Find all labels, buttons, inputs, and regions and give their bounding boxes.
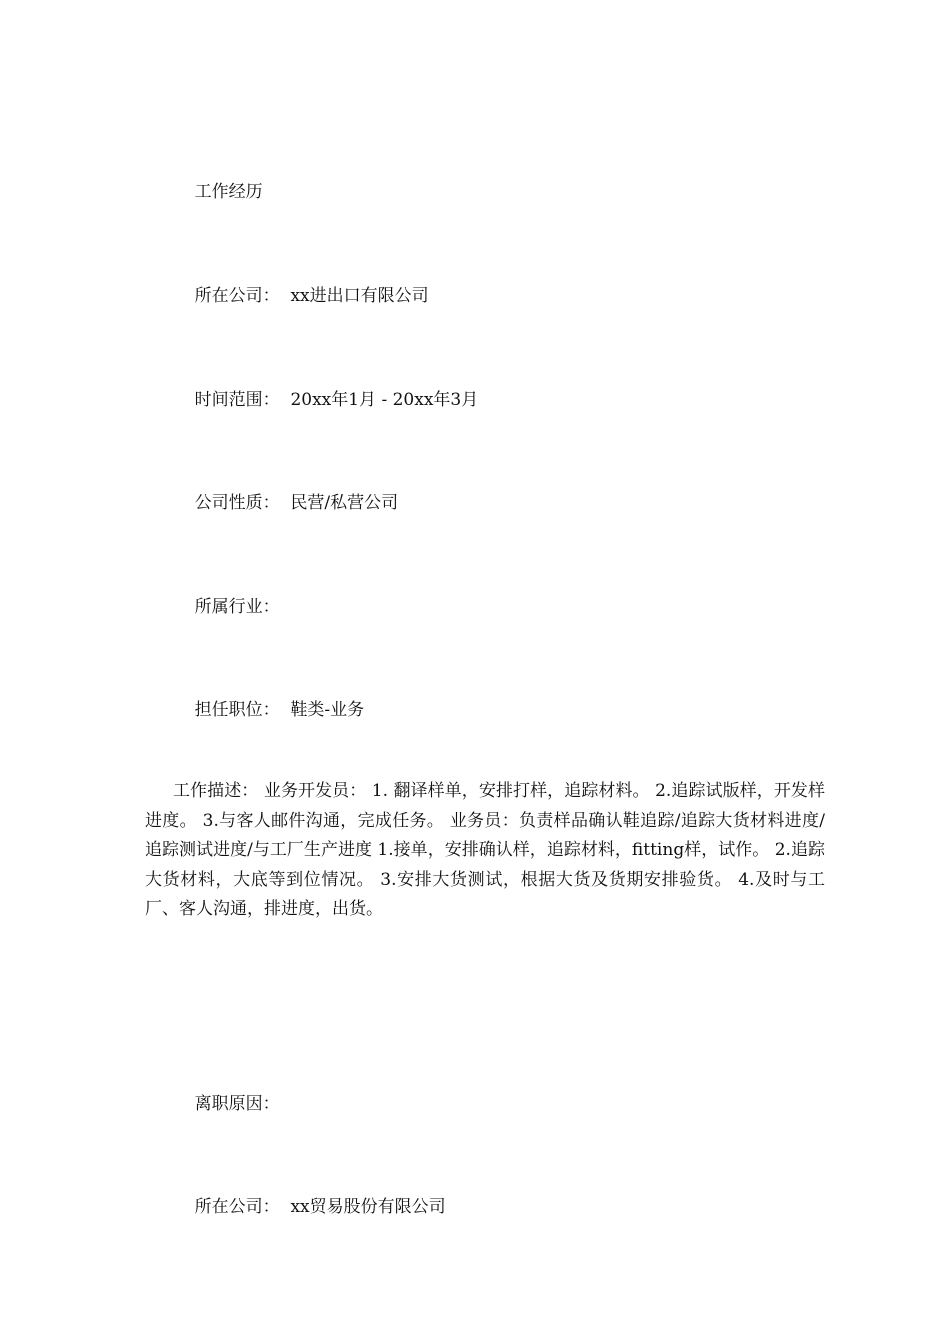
period-value: 20xx年1月 - 20xx年3月 <box>290 390 479 410</box>
period-label: 时间范围： <box>194 390 280 410</box>
company-label: 所在公司： <box>194 286 280 306</box>
company-row-2 <box>173 1174 446 1240</box>
nature-value: 民营/私营公司 <box>290 493 399 513</box>
leave-reason-label: 离职原因： <box>194 1094 280 1114</box>
period-row <box>173 367 478 433</box>
position-row <box>173 677 364 743</box>
section-title <box>173 159 263 225</box>
company-row <box>173 263 429 329</box>
description-paragraph <box>145 777 825 925</box>
industry-label: 所属行业： <box>194 597 280 617</box>
company-value-2: xx贸易股份有限公司 <box>290 1197 446 1217</box>
industry-row <box>173 574 290 640</box>
position-value: 鞋类-业务 <box>290 700 365 720</box>
nature-row <box>173 470 398 536</box>
leave-reason-row <box>173 1071 290 1137</box>
description-label: 工作描述： <box>173 781 259 801</box>
company-value: xx进出口有限公司 <box>290 286 429 306</box>
position-label: 担任职位： <box>194 700 280 720</box>
nature-label: 公司性质： <box>194 493 280 513</box>
description-value: 业务开发员： 1. 翻译样单，安排打样，追踪材料。 2.追踪试版样，开发样进度。 3.与客人邮件沟通，完成任务。 业务员：负责样品确认鞋追踪/追踪大货材料进度/追踪测试进度/与工厂生产进度 1.接单，安排确认样，追踪材料，fitting样，试作。 2.追踪大货材料，大底等到位情况。 3.安排大货测试，根据大货及货期安排验货。 4.及时与工厂、客人沟通，排进度，出货。 <box>145 781 826 920</box>
company-label-2: 所在公司： <box>194 1197 280 1217</box>
section-title-text: 工作经历 <box>194 182 263 202</box>
